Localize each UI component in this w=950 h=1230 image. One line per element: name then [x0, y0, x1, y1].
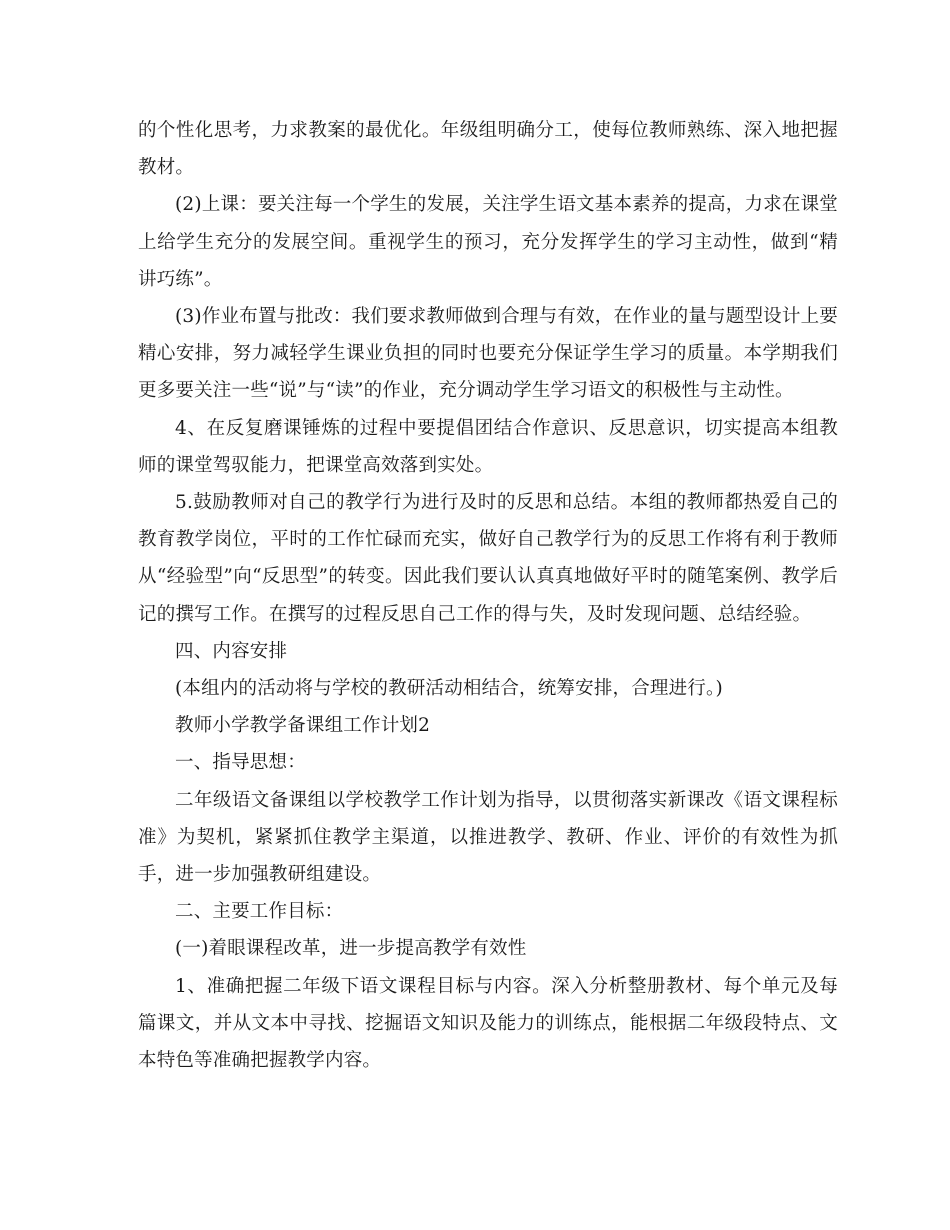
document-body: [138, 112, 838, 1079]
paragraph: 1、准确把握二年级下语文课程目标与内容。深入分析整册教材、每个单元及每篇课文，并从文本中寻找、挖掘语文知识及能力的训练点，能根据二年级段特点、文本特色等准确把握教学内容。: [138, 975, 838, 1072]
section-heading: 二、主要工作目标：: [175, 901, 344, 923]
paragraph: 5.鼓励教师对自己的教学行为进行及时的反思和总结。本组的教师都热爱自己的教育教学岗位，平时的工作忙碌而充实，做好自己教学行为的反思工作将有利于教师从“经验型”向“反思型”的转变。因此我们要认认真真地做好平时的随笔案例、教学后记的撰写工作。在撰写的过程反思自己工作的得与失，及时发现问题、总结经验。: [138, 492, 838, 625]
paragraph: (3)作业布置与批改：我们要求教师做到合理与有效，在作业的量与题型设计上要精心安排，努力减轻学生课业负担的同时也要充分保证学生学习的质量。本学期我们更多要关注一些“说”与“读”的作业，充分调动学生学习语文的积极性与主动性。: [138, 306, 838, 402]
paragraph: (2)上课：要关注每一个学生的发展，关注学生语文基本素养的提高，力求在课堂上给学生充分的发展空间。重视学生的预习，充分发挥学生的学习主动性，做到“精讲巧练”。: [138, 194, 838, 290]
paragraph: 4、在反复磨课锤炼的过程中要提倡团结合作意识、反思意识，切实提高本组教师的课堂驾驭能力，把课堂高效落到实处。: [138, 417, 838, 476]
document-title: 教师小学教学备课组工作计划2: [175, 715, 431, 737]
section-heading: 四、内容安排: [175, 640, 288, 662]
paragraph: (本组内的活动将与学校的教研活动相结合，统筹安排，合理进行。): [175, 678, 723, 700]
section-heading: 一、指导思想：: [175, 752, 306, 774]
subsection-heading: (一)着眼课程改革，进一步提高教学有效性: [175, 938, 527, 960]
paragraph: 的个性化思考，力求教案的最优化。年级组明确分工，使每位教师熟练、深入地把握教材。: [138, 120, 838, 179]
paragraph: 二年级语文备课组以学校教学工作计划为指导，以贯彻落实新课改《语文课程标准》为契机，紧紧抓住教学主渠道，以推进教学、教研、作业、评价的有效性为抓手，进一步加强教研组建设。: [138, 789, 838, 886]
